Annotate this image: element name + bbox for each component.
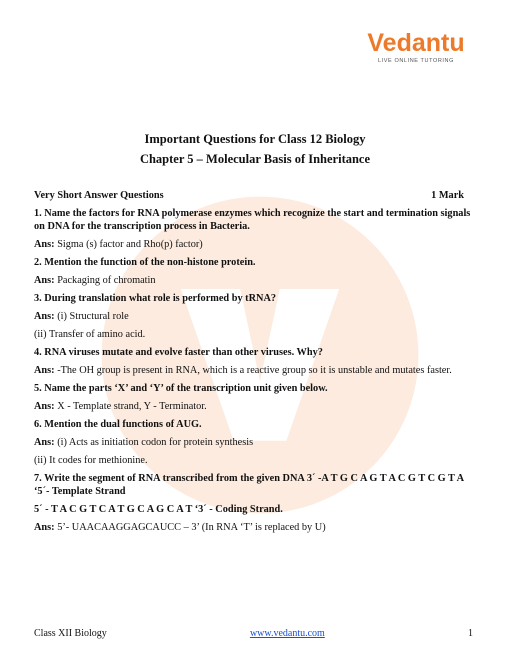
question-text: 6. Mention the dual functions of AUG. — [34, 419, 202, 430]
answer-label: Ans: — [34, 239, 55, 250]
answer — [34, 238, 474, 251]
answer-label: Ans: — [34, 275, 55, 286]
answer-text: (i) Acts as initiation codon for protein synthesis — [57, 437, 254, 448]
question-text: 1. Name the factors for RNA polymerase enzymes which recognize the start and termination signals on DNA for the transcription process in Bacteria. — [34, 208, 471, 232]
answer — [34, 521, 474, 534]
answer-label: Ans: — [34, 311, 55, 322]
question-text: 2. Mention the function of the non-histone protein. — [34, 257, 256, 268]
qa-item-4 — [34, 346, 474, 377]
answer-text: X - Template strand, Y - Terminator. — [57, 401, 207, 412]
page-footer — [34, 628, 473, 639]
answer — [34, 274, 474, 287]
answer-line: (ii) It codes for methionine. — [34, 455, 148, 466]
answer-text: Sigma (s) factor and Rho(p) factor) — [57, 239, 203, 250]
chapter-title: Chapter 5 – Molecular Basis of Inheritance — [139, 152, 371, 166]
document-title: Important Questions for Class 12 Biology — [144, 132, 366, 146]
answer-label: Ans: — [34, 522, 55, 533]
vedantu-logo[interactable] — [356, 30, 476, 64]
qa-item-1 — [34, 207, 474, 251]
answer — [34, 400, 474, 413]
question-text-continued: 5´ - T A C G T C A T G C A G C A T ‘3´ - Coding Strand. — [34, 504, 283, 515]
qa-item-7 — [34, 472, 474, 534]
qa-content — [34, 189, 474, 539]
qa-item-6 — [34, 418, 474, 467]
answer-text: 5’- UAACAAGGAGCAUCC – 3’ (In RNA ‘T’ is replaced by U) — [57, 522, 326, 533]
question-text: 5. Name the parts ‘X’ and ‘Y’ of the transcription unit given below. — [34, 383, 328, 394]
footer-page-number: 1 — [467, 628, 473, 639]
qa-item-3 — [34, 292, 474, 341]
section-header — [34, 189, 474, 202]
question-text: 7. Write the segment of RNA transcribed from the given DNA 3´ -A T G C A G T A C G T C G T A ‘5´- Template Strand — [34, 473, 464, 497]
section-label: Very Short Answer Questions — [34, 190, 164, 201]
qa-item-2 — [34, 256, 474, 287]
answer-text: -The OH group is present in RNA, which is a reactive group so it is unstable and mutates faster. — [57, 365, 452, 376]
answer-label: Ans: — [34, 437, 55, 448]
answer — [34, 310, 474, 323]
question-text: 4. RNA viruses mutate and evolve faster than other viruses. Why? — [34, 347, 323, 358]
answer-text: Packaging of chromatin — [57, 275, 156, 286]
footer-class-label: Class XII Biology — [34, 628, 107, 639]
answer-line: (ii) Transfer of amino acid. — [34, 329, 146, 340]
answer-label: Ans: — [34, 365, 55, 376]
question-text: 3. During translation what role is performed by tRNA? — [34, 293, 277, 304]
qa-item-5 — [34, 382, 474, 413]
answer — [34, 364, 474, 377]
footer-website-link[interactable]: www.vedantu.com — [249, 628, 325, 639]
answer — [34, 436, 474, 449]
answer-text: (i) Structural role — [57, 311, 129, 322]
logo-wordmark: Vedantu — [367, 29, 465, 57]
answer-label: Ans: — [34, 401, 55, 412]
section-marks: 1 Mark — [431, 190, 464, 201]
logo-tagline: LIVE ONLINE TUTORING — [378, 58, 454, 64]
